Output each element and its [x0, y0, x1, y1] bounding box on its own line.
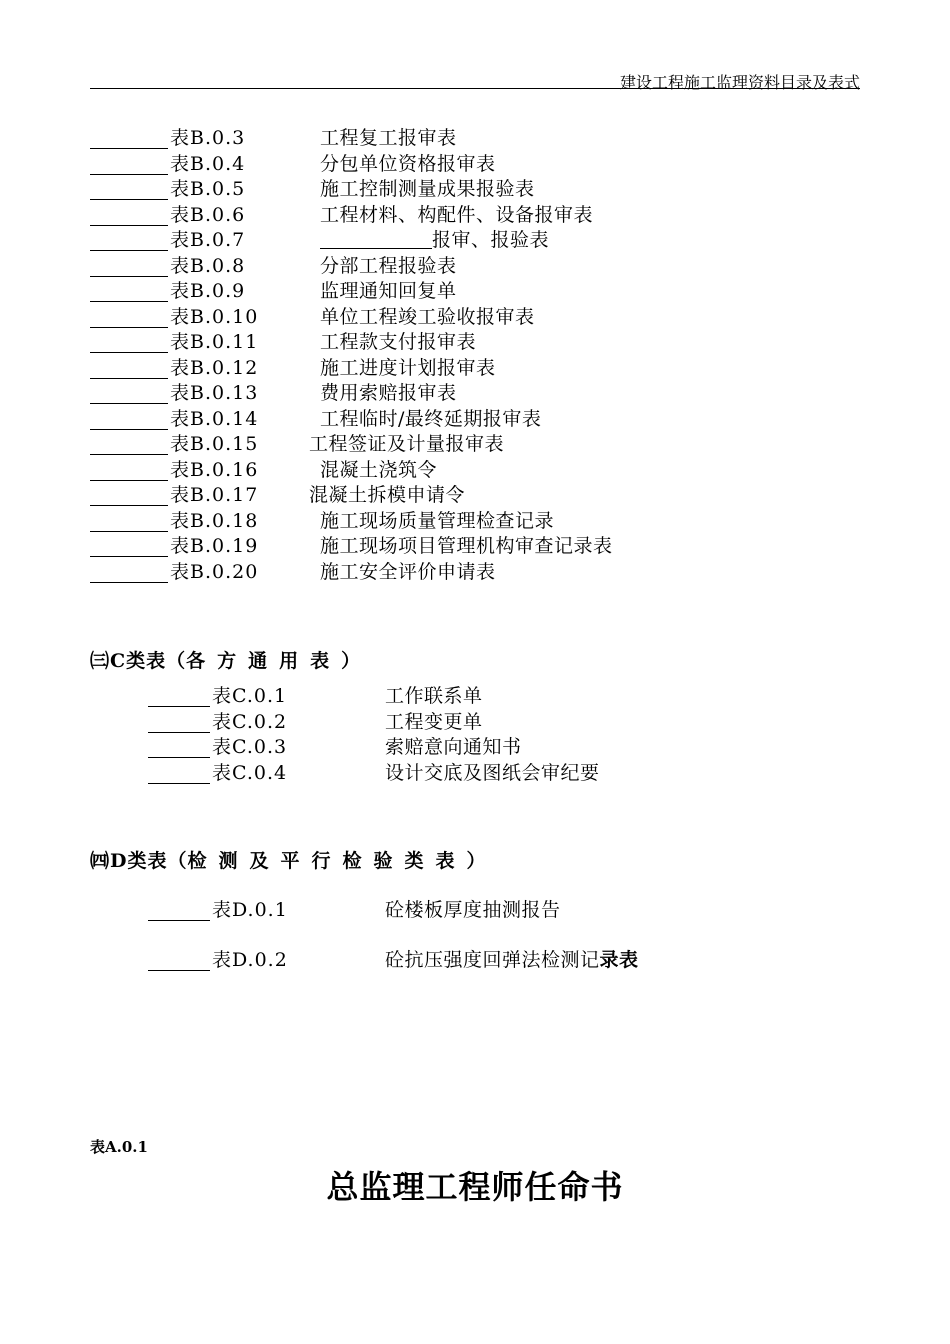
form-code: 表D.0.1: [212, 899, 288, 921]
fill-in-blank[interactable]: [90, 381, 168, 404]
form-code: 表B.0.10: [170, 306, 259, 328]
form-name-text: 工程复工报审表: [320, 127, 457, 149]
form-name: [385, 761, 600, 785]
form-code: 表B.0.12: [170, 357, 259, 379]
form-name-text: 工程变更单: [385, 710, 483, 733]
form-name: [320, 279, 457, 303]
list-item: [0, 534, 950, 558]
section-c-title-prefix: ㈢C类表（: [90, 650, 187, 672]
form-code: 表C.0.1: [212, 685, 288, 707]
form-name: [385, 710, 483, 734]
page-header-title: 建设工程施工监理资料目录及表式: [619, 73, 860, 92]
form-code: 表B.0.6: [170, 204, 246, 226]
fill-in-blank[interactable]: [90, 177, 168, 200]
list-item: [0, 356, 950, 380]
form-name: [385, 735, 522, 759]
form-name-text: 工作联系单: [385, 685, 483, 707]
section-d-title-spaced: 检测及平行检验类表: [187, 850, 467, 872]
form-name: [320, 330, 476, 354]
fill-in-blank[interactable]: [90, 356, 168, 379]
form-code: 表B.0.5: [170, 178, 246, 200]
fill-in-blank[interactable]: [90, 254, 168, 277]
form-code: 表B.0.11: [170, 331, 259, 353]
list-item: [0, 509, 950, 533]
list-item: [0, 305, 950, 329]
fill-in-blank[interactable]: [90, 203, 168, 226]
form-code: 表C.0.2: [212, 710, 288, 733]
form-code: 表B.0.13: [170, 382, 259, 404]
section-c-title: [90, 646, 361, 673]
form-code: 表C.0.3: [212, 736, 288, 758]
form-code: 表B.0.19: [170, 535, 259, 557]
form-name: [320, 126, 457, 150]
fill-in-blank[interactable]: [90, 534, 168, 557]
form-name-text: 工程材料、构配件、设备报审表: [320, 204, 594, 226]
section-c-title-spaced: 各方通用表: [186, 650, 342, 672]
form-name-text: 分部工程报验表: [320, 255, 457, 277]
fill-in-blank[interactable]: [148, 898, 210, 921]
form-name-text: 监理通知回复单: [320, 280, 457, 302]
table-label: 表A.0.1: [90, 1138, 148, 1156]
form-code: 表D.0.2: [212, 949, 288, 971]
document-title: 总监理工程师任命书: [326, 1168, 624, 1206]
form-code: 表B.0.14: [170, 408, 259, 430]
list-item: [0, 761, 950, 785]
section-d-title-prefix: ㈣D类表（: [90, 850, 188, 872]
form-code: 表B.0.4: [170, 153, 246, 175]
form-name: [320, 381, 457, 405]
list-item: [0, 407, 950, 431]
form-name-text: 混凝土拆模申请令: [309, 484, 466, 506]
list-item: [0, 254, 950, 278]
list-item: [0, 735, 950, 759]
form-code: 表B.0.18: [170, 510, 259, 532]
section-d-title: [90, 846, 487, 873]
fill-in-blank[interactable]: [90, 152, 168, 175]
form-code: 表B.0.3: [170, 127, 246, 149]
fill-in-blank[interactable]: [90, 483, 168, 506]
fill-in-blank[interactable]: [90, 279, 168, 302]
form-name-text: 施工现场项目管理机构审查记录表: [320, 535, 613, 557]
list-item: [0, 177, 950, 201]
fill-in-blank[interactable]: [90, 305, 168, 328]
form-name-text: 工程临时/最终延期报审表: [320, 408, 542, 430]
form-name: [385, 948, 639, 972]
list-item: [0, 126, 950, 150]
form-code: 表B.0.17: [170, 484, 259, 506]
header-divider: [90, 88, 860, 89]
inline-fill-in-blank[interactable]: [320, 228, 432, 249]
form-name-text: 施工进度计划报审表: [320, 357, 496, 379]
fill-in-blank[interactable]: [90, 228, 168, 251]
form-name: [385, 898, 561, 922]
section-d-title-suffix: ）: [466, 850, 487, 872]
fill-in-blank[interactable]: [90, 509, 168, 532]
list-item: [0, 560, 950, 584]
list-item: [0, 898, 950, 922]
fill-in-blank[interactable]: [90, 330, 168, 353]
form-name-text: 工程签证及计量报审表: [309, 433, 505, 455]
form-name: [385, 684, 483, 708]
form-name: [320, 356, 496, 380]
form-name: [320, 305, 535, 329]
form-name: [320, 203, 593, 227]
form-name-text: 工程款支付报审表: [320, 331, 477, 353]
list-item: [0, 152, 950, 176]
form-name: [320, 458, 437, 482]
form-code: 表B.0.20: [170, 561, 259, 583]
list-item: [0, 458, 950, 482]
fill-in-blank[interactable]: [90, 407, 168, 430]
form-name-text: 施工现场质量管理检查记录: [320, 510, 555, 532]
list-item: [0, 432, 950, 456]
fill-in-blank[interactable]: [90, 560, 168, 583]
form-code: 表B.0.8: [170, 255, 246, 277]
form-name: [320, 509, 554, 533]
list-item: [0, 710, 950, 734]
form-name-text: 混凝土浇筑令: [320, 459, 438, 481]
list-item: [0, 330, 950, 354]
form-name-text: 设计交底及图纸会审纪要: [385, 761, 600, 784]
section-c-title-suffix: ）: [341, 650, 362, 672]
form-name-text: 施工控制测量成果报验表: [320, 178, 535, 200]
form-code: 表B.0.15: [170, 433, 259, 455]
form-name: [309, 483, 465, 507]
form-name: [320, 152, 496, 176]
form-name-text: 单位工程竣工验收报审表: [320, 306, 535, 328]
fill-in-blank[interactable]: [148, 761, 210, 784]
form-name-text: 报审、报验表: [432, 229, 550, 251]
fill-in-blank[interactable]: [90, 126, 168, 149]
form-name-bold-text: 录表: [599, 949, 639, 971]
form-code: 表B.0.16: [170, 459, 259, 481]
form-name-text: 砼抗压强度回弹法检测记: [385, 949, 600, 971]
form-name: [320, 534, 613, 558]
form-name-text: 费用索赔报审表: [320, 382, 457, 404]
form-name: [320, 560, 496, 584]
list-item: [0, 948, 950, 972]
form-name-text: 施工安全评价申请表: [320, 561, 496, 583]
list-item: [0, 228, 950, 252]
fill-in-blank[interactable]: [148, 948, 210, 971]
form-code: 表B.0.7: [170, 229, 246, 251]
list-item: [0, 279, 950, 303]
list-item: [0, 203, 950, 227]
fill-in-blank[interactable]: [90, 458, 168, 481]
form-name: [320, 177, 535, 201]
list-item: [0, 381, 950, 405]
form-name: [320, 407, 541, 431]
form-name: [320, 254, 457, 278]
fill-in-blank[interactable]: [90, 432, 168, 455]
form-name: [309, 432, 504, 456]
fill-in-blank[interactable]: [148, 710, 210, 733]
form-name: [320, 228, 549, 252]
list-item: [0, 684, 950, 708]
fill-in-blank[interactable]: [148, 735, 210, 758]
form-name-text: 砼楼板厚度抽测报告: [385, 899, 561, 921]
form-name-text: 分包单位资格报审表: [320, 153, 496, 175]
form-code: 表B.0.9: [170, 280, 246, 302]
fill-in-blank[interactable]: [148, 684, 210, 707]
form-code: 表C.0.4: [212, 761, 288, 784]
list-item: [0, 483, 950, 507]
form-name-text: 索赔意向通知书: [385, 736, 522, 758]
